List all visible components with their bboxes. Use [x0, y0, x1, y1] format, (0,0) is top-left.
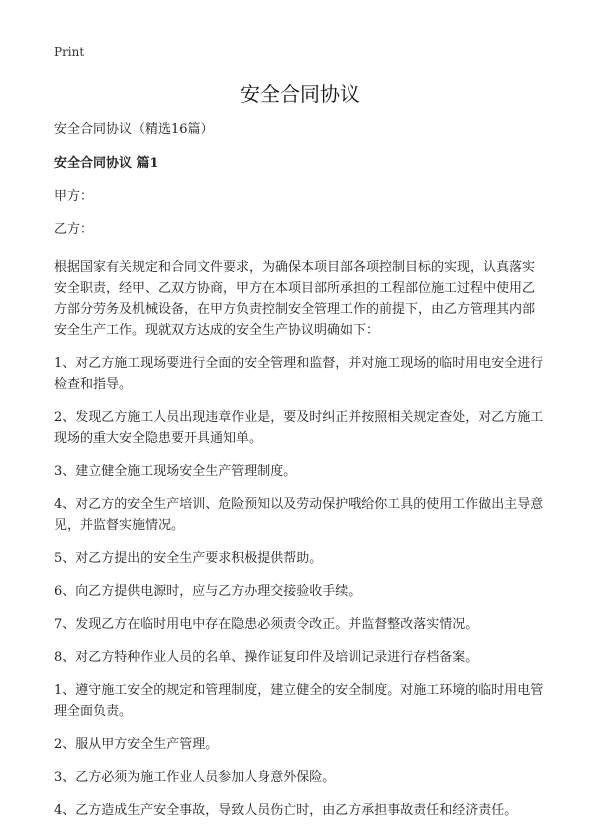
party-a-clause: 8、对乙方特种作业人员的名单、操作证复印件及培训记录进行存档备案。	[54, 650, 479, 665]
document-subtitle: 安全合同协议（精选16篇）	[54, 122, 214, 137]
party-a-clause: 1、对乙方施工现场要进行全面的安全管理和监督，并对施工现场的临时用电安全进行检查和指导。	[54, 356, 544, 392]
party-a-clause: 2、发现乙方施工人员出现违章作业是，要及时纠正并按照相关规定查处，对乙方施工现场的重大安全隐患要开具通知单。	[54, 410, 544, 446]
party-b-clause: 1、遵守施工安全的规定和管理制度，建立健全的安全制度。对施工环境的临时用电管理全面负责。	[54, 683, 544, 719]
print-link[interactable]: Print	[54, 45, 85, 59]
intro-paragraph: 根据国家有关规定和合同文件要求，为确保本项目部各项控制目标的实现，认真落实安全职责，经甲、乙双方协商，甲方在本项目部所承担的工程部位施工过程中使用乙方部分劳务及机械设备，在甲方负责控制安全管理工作的前提下，由乙方管理其内部安全生产工作。现就双方达成的安全生产协议明确如下：	[54, 260, 536, 338]
party-a-clause: 4、对乙方的安全生产培训、危险预知以及劳动保护哦给你工具的使用工作做出主导意见，并监督实施情况。	[54, 497, 544, 533]
party-a-clause: 5、对乙方提出的安全生产要求积极提供帮助。	[54, 551, 323, 566]
party-b-clause: 2、服从甲方安全生产管理。	[54, 737, 219, 752]
page-title: 安全合同协议	[240, 82, 360, 106]
party-a-clause: 3、建立健全施工现场安全生产管理制度。	[54, 464, 297, 479]
party-b-label: 乙方：	[54, 222, 94, 237]
section-heading: 安全合同协议 篇1	[54, 156, 159, 171]
party-a-clause: 6、向乙方提供电源时，应与乙方办理交接验收手续。	[54, 584, 362, 599]
party-b-clause: 4、乙方造成生产安全事故，导致人员伤亡时，由乙方承担事故责任和经济责任。	[54, 803, 518, 818]
party-b-clause: 3、乙方必须为施工作业人员参加人身意外保险。	[54, 770, 336, 785]
party-a-clause: 7、发现乙方在临时用电中存在隐患必须责令改正。并监督整改落实情况。	[54, 617, 479, 632]
party-a-label: 甲方：	[54, 189, 94, 204]
